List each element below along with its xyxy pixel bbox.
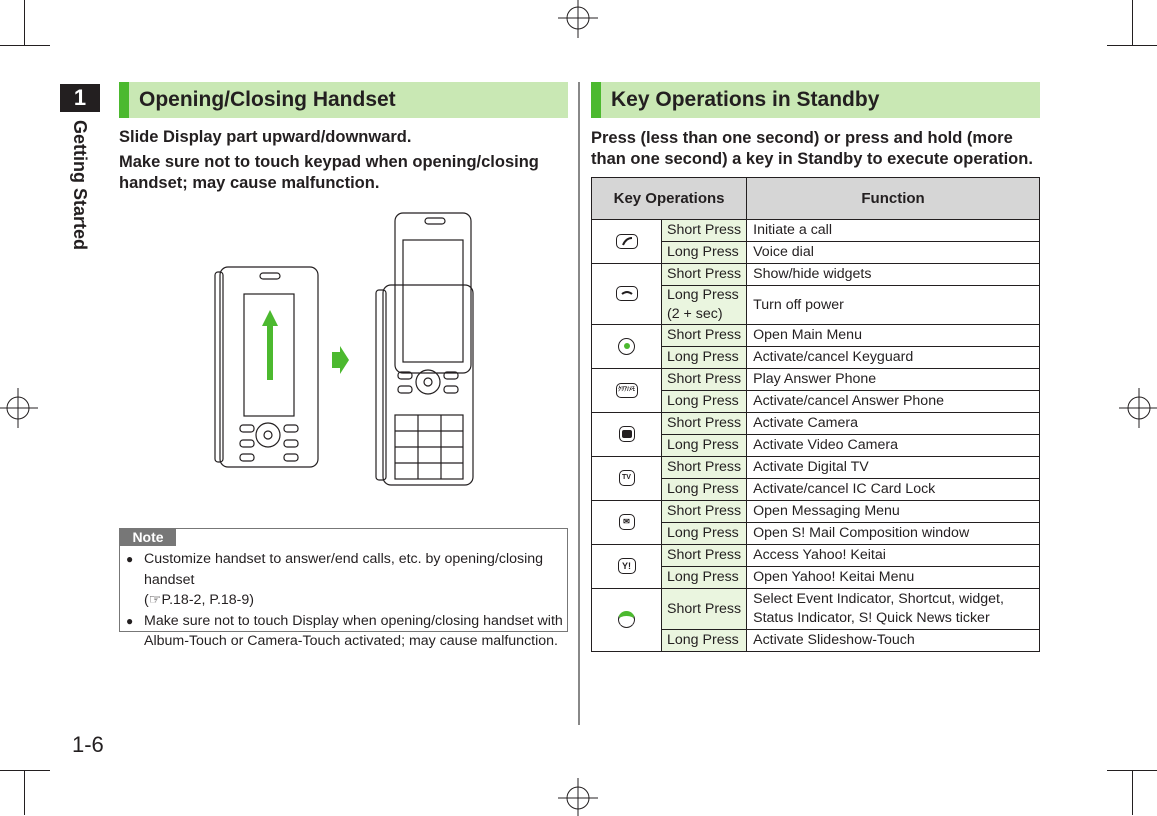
start-call-key-icon: [616, 234, 638, 249]
press-type: Long Press (2 + sec): [662, 286, 747, 325]
press-type: Long Press: [662, 435, 747, 457]
table-row: [592, 264, 1040, 286]
column-header-function: Function: [747, 178, 1040, 220]
crop-mark: [0, 770, 50, 771]
crop-mark: [1132, 0, 1133, 45]
registration-mark: [0, 388, 40, 428]
function-description: Activate/cancel IC Card Lock: [747, 479, 1040, 501]
registration-mark: [558, 776, 598, 816]
table-row: [592, 545, 1040, 567]
press-type: Short Press: [662, 413, 747, 435]
function-description: Select Event Indicator, Shortcut, widget, Status Indicator, S! Quick News ticker: [747, 589, 1040, 630]
navigation-up-key-icon: [618, 611, 635, 628]
function-description: Activate/cancel Answer Phone: [747, 391, 1040, 413]
note-item: ● Make sure not to touch Display when opening/closing handset with Album-Touch or Camera-Touch activated; may cause malfunction.: [126, 611, 565, 652]
key-cell: [592, 220, 662, 264]
function-description: Show/hide widgets: [747, 264, 1040, 286]
end-power-key-icon: [616, 286, 638, 301]
key-cell: [592, 457, 662, 501]
function-description: Access Yahoo! Keitai: [747, 545, 1040, 567]
key-operations-intro: Press (less than one second) or press and hold (more than one second) a key in Standby to execute operation.: [591, 129, 1033, 168]
press-type: Short Press: [662, 545, 747, 567]
function-description: Turn off power: [747, 286, 1040, 325]
table-row: [592, 369, 1040, 391]
function-description: Open Main Menu: [747, 325, 1040, 347]
key-cell: [592, 369, 662, 413]
crop-mark: [24, 770, 25, 815]
mail-key-icon: ✉: [619, 514, 635, 530]
press-type: Long Press: [662, 479, 747, 501]
function-description: Activate Digital TV: [747, 457, 1040, 479]
arrow-right-icon: [332, 346, 349, 374]
table-row: [592, 413, 1040, 435]
handset-illustration: [210, 210, 480, 490]
answer-phone-key-icon: ｸﾘｱ/ﾒﾓ: [616, 383, 638, 398]
chapter-title: Getting Started: [70, 120, 90, 251]
press-type: Long Press: [662, 630, 747, 652]
key-cell: [592, 264, 662, 325]
press-type: Short Press: [662, 220, 747, 242]
press-type: Long Press: [662, 391, 747, 413]
tv-key-icon: TV: [619, 470, 635, 486]
page-reference-link[interactable]: P.18-2, P.18-9: [161, 592, 250, 608]
instruction-keypad-warning: Make sure not to touch keypad when opening/closing handset; may cause malfunction.: [119, 153, 539, 192]
key-cell: [592, 501, 662, 545]
press-type: Long Press: [662, 523, 747, 545]
function-description: Activate/cancel Keyguard: [747, 347, 1040, 369]
press-type: Short Press: [662, 264, 747, 286]
function-description: Activate Slideshow-Touch: [747, 630, 1040, 652]
key-cell: [592, 325, 662, 369]
section-heading-key-operations: Key Operations in Standby: [591, 82, 1040, 118]
table-row: [592, 220, 1040, 242]
key-cell: [592, 545, 662, 589]
function-description: Voice dial: [747, 242, 1040, 264]
key-cell: [592, 589, 662, 652]
function-description: Activate Camera: [747, 413, 1040, 435]
press-type: Short Press: [662, 369, 747, 391]
key-operations-table: [591, 177, 1040, 652]
table-row: [592, 501, 1040, 523]
chapter-number: 1: [60, 84, 100, 112]
closed-handset: [215, 267, 318, 467]
press-type: Long Press: [662, 347, 747, 369]
table-row: [592, 589, 1040, 630]
instruction-slide: Slide Display part upward/downward.: [119, 128, 412, 146]
press-type: Long Press: [662, 242, 747, 264]
note-text: Customize handset to answer/end calls, etc. by opening/closing handset: [144, 551, 544, 588]
note-item: ● Customize handset to answer/end calls, etc. by opening/closing handset (☞P.18-2, P.18-9): [126, 549, 565, 611]
press-type: Long Press: [662, 567, 747, 589]
note-box: [119, 528, 568, 649]
press-type: Short Press: [662, 325, 747, 347]
press-type: Short Press: [662, 589, 747, 630]
crop-mark: [1132, 770, 1133, 815]
function-description: Play Answer Phone: [747, 369, 1040, 391]
press-type: Short Press: [662, 457, 747, 479]
function-description: Open Messaging Menu: [747, 501, 1040, 523]
column-header-key-operations: Key Operations: [592, 178, 747, 220]
function-description: Initiate a call: [747, 220, 1040, 242]
camera-key-icon: [619, 426, 635, 442]
function-description: Activate Video Camera: [747, 435, 1040, 457]
section-heading-opening-closing: Opening/Closing Handset: [119, 82, 568, 118]
registration-mark: [1117, 388, 1157, 428]
table-row: [592, 325, 1040, 347]
column-divider: [578, 82, 580, 725]
crop-mark: [0, 45, 50, 46]
center-select-key-icon: [618, 338, 635, 355]
page-reference-icon: ☞: [148, 592, 162, 608]
function-description: Open Yahoo! Keitai Menu: [747, 567, 1040, 589]
open-handset: [376, 213, 473, 485]
page-number: 1-6: [72, 732, 104, 757]
table-row: [592, 457, 1040, 479]
key-cell: [592, 413, 662, 457]
yahoo-key-icon: Y!: [618, 558, 636, 574]
note-label: Note: [120, 528, 176, 546]
function-description: Open S! Mail Composition window: [747, 523, 1040, 545]
arrow-up-icon: [262, 310, 278, 380]
crop-mark: [1107, 45, 1157, 46]
registration-mark: [558, 0, 598, 40]
press-type: Short Press: [662, 501, 747, 523]
crop-mark: [24, 0, 25, 45]
